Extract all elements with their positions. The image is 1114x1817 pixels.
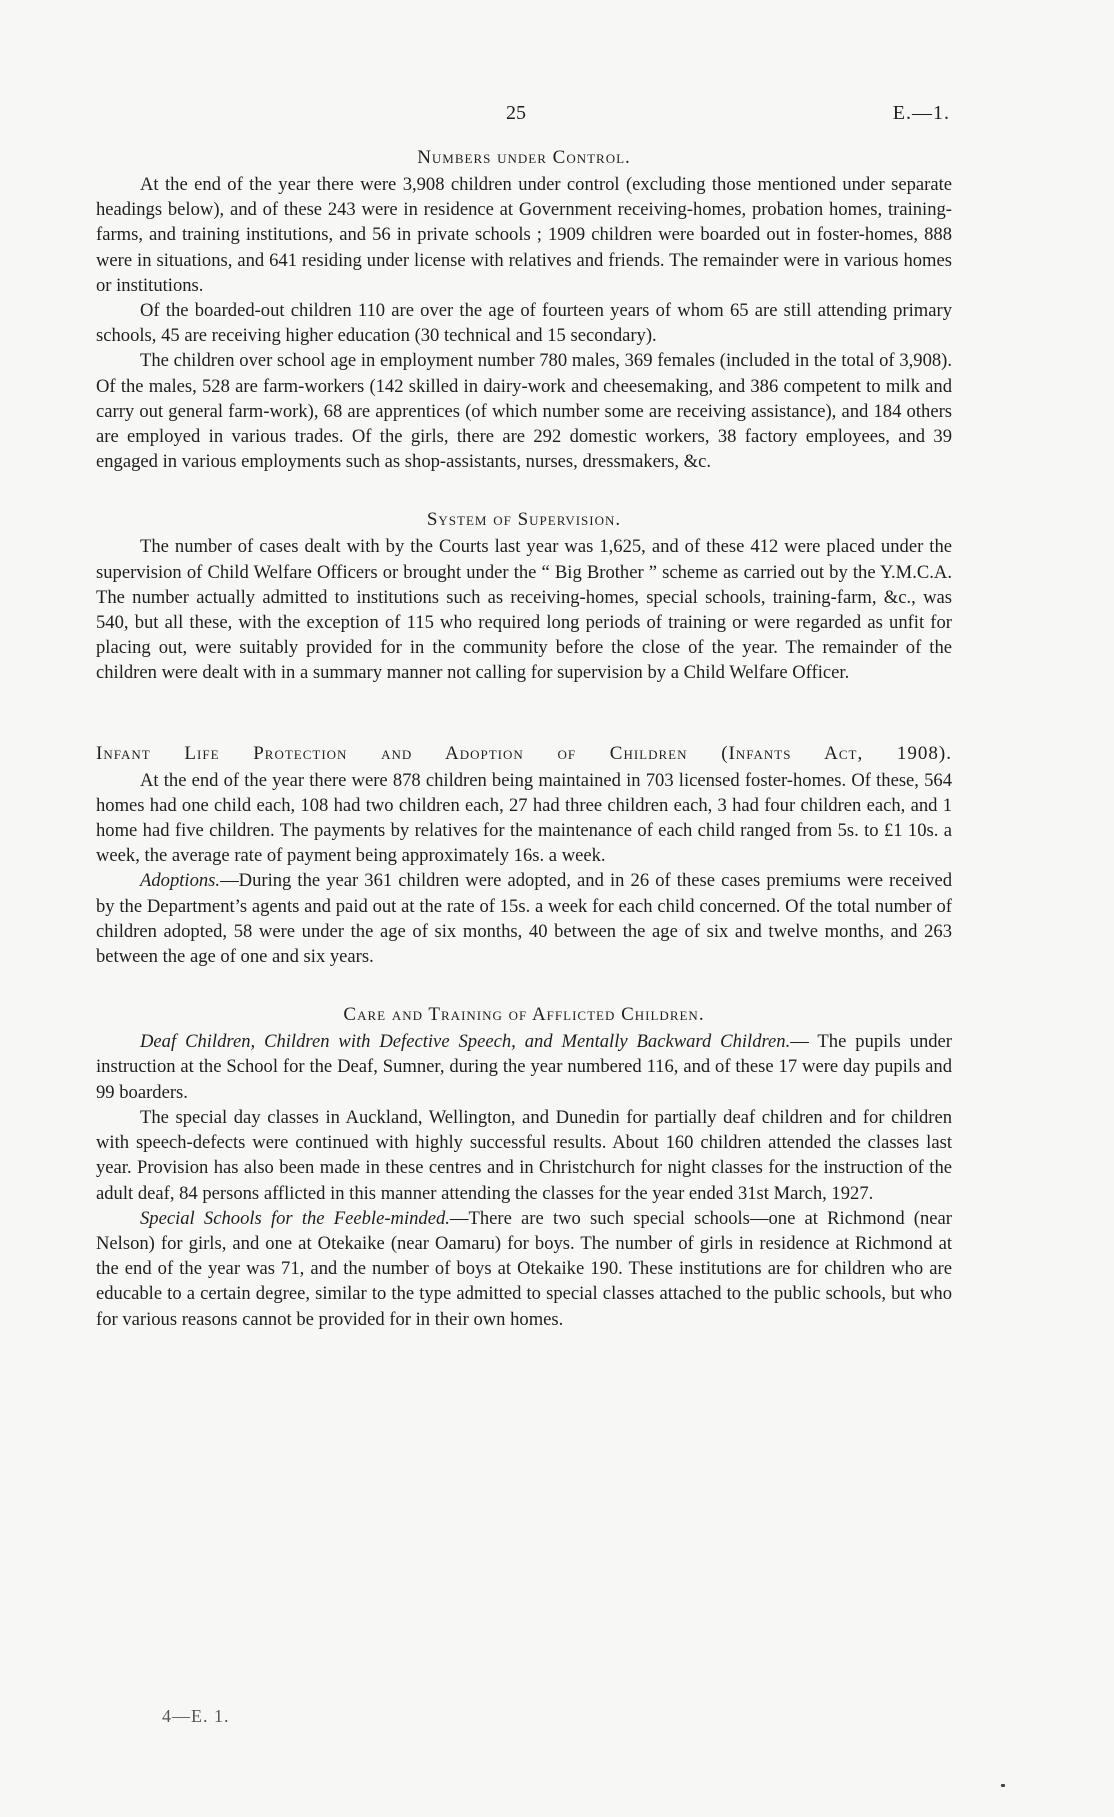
paragraph (96, 1029, 952, 1105)
section-numbers-under-control (96, 145, 952, 474)
paragraph-lead: Special Schools for the Feeble-minded. (140, 1207, 450, 1229)
document-reference: E.—1. (892, 102, 950, 124)
paragraph: The children over school age in employment number 780 males, 369 females (included in the total of 3,908). Of the males, 528 are farm-workers (142 skilled in dairy-work and cheesemaking, and 386 competent to milk and carry out general farm-work), 68 are apprentices (of which number some are receiving assistance), and 184 others are employed in various trades. Of the girls, there are 292 domestic workers, 38 factory employees, and 39 engaged in various employments such as shop-assistants, nurses, dressmakers, &c. (96, 350, 952, 473)
paragraph: Of the boarded-out children 110 are over the age of fourteen years of whom 65 are still attending primary schools, 45 are receiving higher education (30 technical and 15 secondary). (96, 300, 952, 347)
paragraph: At the end of the year there were 878 children being maintained in 703 licensed foster-homes. Of these, 564 homes had one child each, 108 had two children each, 27 had three children each, 3 had four children each, and 1 home had five children. The payments by relatives for the maintenance of each child ranged from 5s. to £1 10s. a week, the average rate of payment being approximately 16s. a week. (96, 769, 952, 867)
section-infant-life-protection (96, 741, 952, 970)
paragraph-body: — The pupils under instruction at the School for the Deaf, Sumner, during the year numbered 116, and of these 17 were day pupils and 99 boarders. (96, 1031, 952, 1103)
page-header (0, 102, 1114, 132)
scan-speck (1001, 1784, 1005, 1787)
section-title: Numbers under Control. (417, 147, 631, 168)
paragraph (96, 868, 952, 969)
paragraph-lead: Adoptions. (140, 870, 221, 892)
page-number: 25 (506, 102, 526, 124)
paragraph-body: —During the year 361 children were adopted, and in 26 of these cases premiums were received by the Department’s agents and paid out at the rate of 15s. a week for each child concerned. Of the total number of children adopted, 58 were under the age of six months, 40 between the age of six and twelve months, and 263 between the age of one and six years. (96, 870, 952, 968)
page-content (96, 145, 952, 1332)
section-title: Care and Training of Afflicted Children. (343, 1004, 705, 1026)
paragraph: At the end of the year there were 3,908 children under control (excluding those mentioned under separate headings below), and of these 243 were in residence at Government receiving-homes, probation homes, training-farms, and training institutions, and 56 in private schools ; 1909 children were boarded out in foster-homes, 888 were in situations, and 641 residing under license with relatives and friends. The remainder were in various homes or institutions. (96, 174, 952, 296)
section-title: Infant Life Protection and Adoption of Children (Infants Act, 1908). (96, 742, 952, 764)
paragraph (96, 1206, 952, 1332)
section-title: System of Supervision. (426, 509, 622, 531)
section-afflicted-children (96, 1002, 952, 1331)
paragraph-body: —There are two such special schools—one at Richmond (near Nelson) for girls, and one at Otekaike (near Oamaru) for boys. The number of girls in residence at Richmond at the end of the year was 71, and the number of boys at Otekaike 190. These institutions are for children who are educable to a certain degree, similar to the type admitted to special classes attached to the public schools, but who for various reasons cannot be provided for in their own homes. (96, 1207, 952, 1330)
paragraph: The special day classes in Auckland, Wellington, and Dunedin for partially deaf children and for children with speech-defects were continued with highly successful results. About 160 children attended the classes last year. Provision has also been made in these centres and in Christchurch for night classes for the instruction of the adult deaf, 84 persons afflicted in this manner attending the classes for the year ended 31st March, 1927. (96, 1106, 952, 1204)
paragraph: The number of cases dealt with by the Courts last year was 1,625, and of these 412 were placed under the supervision of Child Welfare Officers or brought under the “ Big Brother ” scheme as carried out by the Y.M.C.A. The number actually admitted to institutions such as receiving-homes, special schools, training-farm, &c., was 540, but all these, with the exception of 115 who required long periods of training or were regarded as unfit for placing out, were suitably provided for in the community before the close of the year. The remainder of the children were dealt with in a summary manner not calling for supervision by a Child Welfare Officer. (96, 536, 952, 684)
paragraph-lead: Deaf Children, Children with Defective Speech, and Mentally Backward Children. (140, 1031, 791, 1053)
signature-mark: 4—E. 1. (162, 1706, 230, 1726)
section-system-of-supervision (96, 507, 952, 685)
